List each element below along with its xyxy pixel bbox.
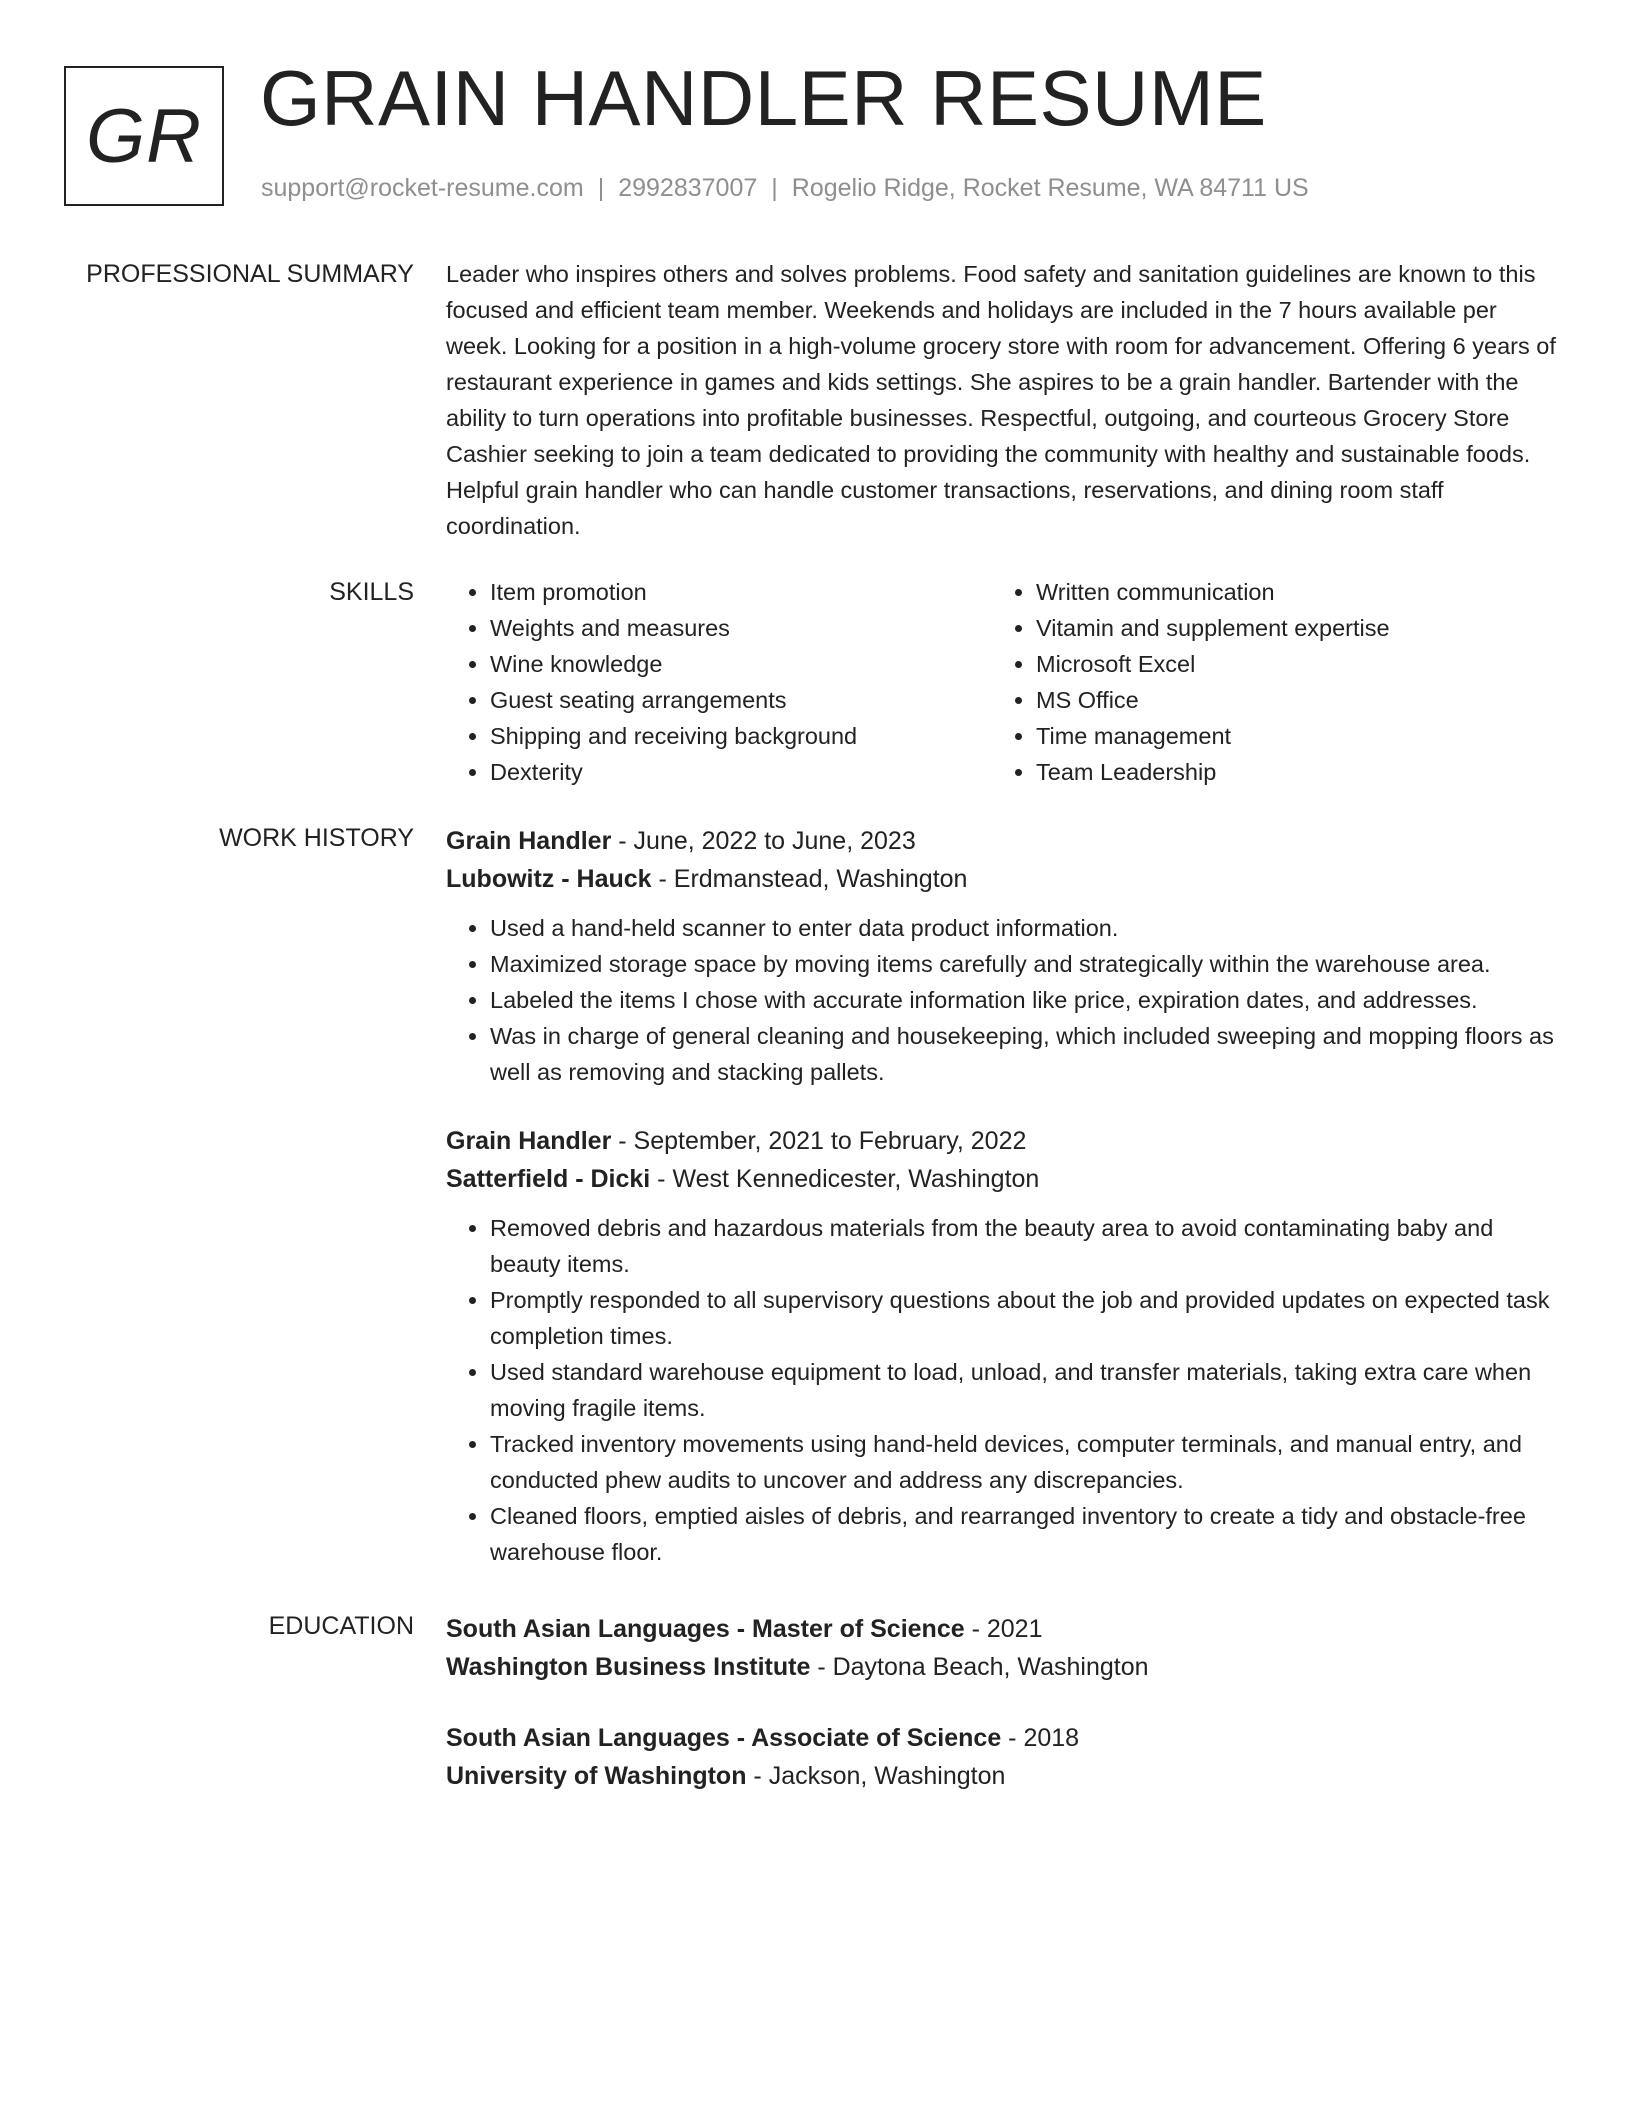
education-entry xyxy=(446,1610,1558,1686)
job-duty: • Used standard warehouse equipment to load, unload, and transfer materials, taking extra care when moving fragile items. xyxy=(490,1354,1558,1426)
contact-email: support@rocket-resume.com xyxy=(261,174,584,202)
education-school: University of Washington xyxy=(446,1762,747,1790)
job-company: Satterfield - Dicki xyxy=(446,1165,651,1193)
page-title: GRAIN HANDLER RESUME xyxy=(260,54,1267,142)
job-title-line xyxy=(446,822,1558,860)
skill-item: • Team Leadership xyxy=(1036,754,1538,790)
job-title: Grain Handler xyxy=(446,1127,612,1155)
job-location: - Erdmanstead, Washington xyxy=(651,865,968,893)
skill-item: • Vitamin and supplement expertise xyxy=(1036,610,1538,646)
skill-item: • Dexterity xyxy=(490,754,992,790)
job-duties xyxy=(446,910,1558,1090)
monogram-logo xyxy=(64,66,224,206)
contact-separator: | xyxy=(597,174,605,202)
job-duty: • Used a hand-held scanner to enter data product information. xyxy=(490,910,1558,946)
work-history-body xyxy=(446,822,1558,1570)
job-company-line xyxy=(446,860,1558,898)
work-history-heading: WORK HISTORY xyxy=(219,824,414,852)
education-school-line xyxy=(446,1648,1558,1686)
job-duties xyxy=(446,1210,1558,1570)
summary-text: Leader who inspires others and solves problems. Food safety and sanitation guidelines are known to this focused and efficient team member. Weekends and holidays are included in the 7 hours available per week. Looking for a position in a high-volume grocery store with room for advancement. Offering 6 years of restaurant experience in games and kids settings. She aspires to be a grain handler. Bartender with the ability to turn operations into profitable businesses. Respectful, outgoing, and courteous Grocery Store Cashier seeking to join a team dedicated to providing the community with healthy and sustainable foods. Helpful grain handler who can handle customer transactions, reservations, and dining room staff coordination. xyxy=(446,261,1556,539)
skill-item: • Shipping and receiving background xyxy=(490,718,992,754)
job-duty: • Removed debris and hazardous materials from the beauty area to avoid contaminating baby and beauty items. xyxy=(490,1210,1558,1282)
contact-separator: | xyxy=(771,174,778,202)
skill-item: • Guest seating arrangements xyxy=(490,682,992,718)
education-heading: EDUCATION xyxy=(268,1612,414,1640)
skill-item: • Microsoft Excel xyxy=(1036,646,1538,682)
job-duty: • Was in charge of general cleaning and housekeeping, which included sweeping and mopping floors as well as removing and stacking pallets. xyxy=(490,1018,1558,1090)
job-duty: • Cleaned floors, emptied aisles of debris, and rearranged inventory to create a tidy and obstacle-free warehouse floor. xyxy=(490,1498,1558,1570)
skill-item: • Item promotion xyxy=(490,574,992,610)
job-dates: - September, 2021 to February, 2022 xyxy=(611,1127,1027,1155)
skills-list-right xyxy=(992,574,1538,790)
education-entry xyxy=(446,1719,1558,1795)
job-entry xyxy=(446,1122,1558,1570)
job-duty: • Labeled the items I chose with accurate information like price, expiration dates, and addresses. xyxy=(490,982,1558,1018)
education-location: - Daytona Beach, Washington xyxy=(810,1653,1149,1681)
job-entry xyxy=(446,822,1558,1090)
job-duty: • Maximized storage space by moving items carefully and strategically within the warehouse area. xyxy=(490,946,1558,982)
skills-columns xyxy=(446,574,1558,790)
skill-item: • Wine knowledge xyxy=(490,646,992,682)
contact-line xyxy=(261,174,1309,203)
education-year: - 2018 xyxy=(1001,1724,1080,1752)
job-title-line xyxy=(446,1122,1558,1160)
job-dates: - June, 2022 to June, 2023 xyxy=(611,827,916,855)
skills-list-left xyxy=(446,574,992,790)
education-school: Washington Business Institute xyxy=(446,1653,811,1681)
job-duty: • Tracked inventory movements using hand-held devices, computer terminals, and manual entry, and conducted phew audits to uncover and address any discrepancies. xyxy=(490,1426,1558,1498)
contact-address: Rogelio Ridge, Rocket Resume, WA 84711 US xyxy=(791,174,1309,202)
contact-phone: 2992837007 xyxy=(618,174,758,202)
education-degree-line xyxy=(446,1719,1558,1757)
job-title: Grain Handler xyxy=(446,827,612,855)
skills-column-right xyxy=(992,574,1538,790)
education-degree: South Asian Languages - Master of Science xyxy=(446,1615,965,1643)
skills-heading: SKILLS xyxy=(329,578,414,606)
monogram-text: GR xyxy=(86,93,202,179)
skill-item: • MS Office xyxy=(1036,682,1538,718)
education-degree-line xyxy=(446,1610,1558,1648)
job-location: - West Kennedicester, Washington xyxy=(650,1165,1040,1193)
skill-item: • Written communication xyxy=(1036,574,1538,610)
education-year: - 2021 xyxy=(964,1615,1043,1643)
job-company-line xyxy=(446,1160,1558,1198)
education-degree: South Asian Languages - Associate of Science xyxy=(446,1724,1002,1752)
education-location: - Jackson, Washington xyxy=(746,1762,1006,1790)
education-body xyxy=(446,1610,1558,1795)
education-school-line xyxy=(446,1757,1558,1795)
summary-heading: PROFESSIONAL SUMMARY xyxy=(86,260,414,288)
skills-column-left xyxy=(446,574,992,790)
job-duty: • Promptly responded to all supervisory questions about the job and provided updates on expected task completion times. xyxy=(490,1282,1558,1354)
job-company: Lubowitz - Hauck xyxy=(446,865,652,893)
summary-body xyxy=(446,256,1558,544)
skill-item: • Time management xyxy=(1036,718,1538,754)
skill-item: • Weights and measures xyxy=(490,610,992,646)
skills-body xyxy=(446,574,1558,790)
